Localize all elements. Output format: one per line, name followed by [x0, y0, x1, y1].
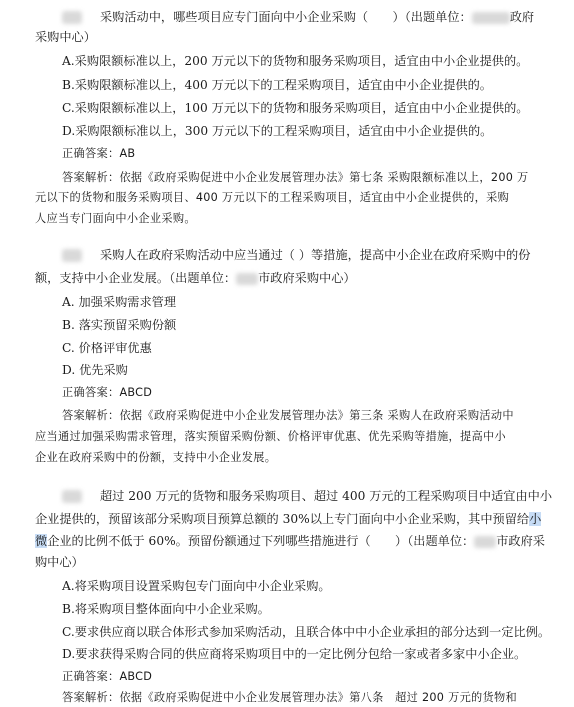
q3-question-line-4: 购中心）: [35, 555, 84, 569]
q3-explanation-1: 答案解析：依据《政府采购促进中小企业发展管理办法》第八条 超过 200 万元的货物和: [62, 691, 518, 704]
q2-option-b: B. 落实预留采购份额: [62, 318, 177, 332]
q1-option-d: D.采购限额标准以上，300 万元以下的工程采购项目，适宜由中小企业提供的。: [62, 124, 493, 138]
q3-answer: 正确答案：ABCD: [62, 670, 153, 683]
q2-answer: 正确答案：ABCD: [62, 386, 153, 399]
q3-option-c: C.要求供应商以联合体形式参加采购活动，且联合体中中小企业承担的部分达到一定比例。: [62, 625, 551, 639]
q2-explanation-2: 应当通过加强采购需求管理，落实预留采购份额、价格评审优惠、优先采购等措施，提高中小: [35, 430, 506, 443]
q3-question-line-3: 微企业的比例不低于 60%。预留份额通过下列哪些措施进行（ ）（出题单位： 市政府采: [35, 534, 545, 548]
selected-text[interactable]: 微: [35, 534, 48, 548]
q1-option-c: C.采购限额标准以上，100 万元以下的货物和服务采购项目，适宜由中小企业提供的。: [62, 101, 529, 115]
q3-option-d: D.要求获得采购合同的供应商将采购项目中的一定比例分包给一家或者多家中小企业。: [62, 647, 527, 661]
selected-text[interactable]: 小: [529, 512, 542, 526]
q1-explanation-2: 元以下的货物和服务采购项目、400 万元以下的工程采购项目，适宜由中小企业提供的，采购: [35, 191, 510, 204]
q2-explanation-1: 答案解析：依据《政府采购促进中小企业发展管理办法》第三条 采购人在政府采购活动中: [62, 409, 514, 422]
q1-option-b: B.采购限额标准以上，400 万元以下的工程采购项目，适宜由中小企业提供的。: [62, 78, 492, 92]
redacted-number: [62, 249, 82, 262]
q3-question-line-2: 企业提供的，预留该部分采购项目预算总额的 30%以上专门面向中小企业采购，其中预留给小: [35, 512, 542, 526]
q2-option-d: D. 优先采购: [62, 363, 128, 377]
redacted-number: [62, 11, 82, 24]
redacted-city: [474, 536, 496, 548]
redacted-city: [472, 12, 510, 24]
q3-option-b: B.将采购项目整体面向中小企业采购。: [62, 602, 270, 616]
q2-question-line-1: 采购人在政府采购活动中应当通过（ ）等措施，提高中小企业在政府采购中的份: [100, 248, 531, 262]
q1-question-line-1: 采购活动中，哪些项目应专门面向中小企业采购（ ）（出题单位： 政府: [100, 10, 535, 24]
q2-option-c: C. 价格评审优惠: [62, 341, 152, 355]
q3-option-a: A.将采购项目设置采购包专门面向中小企业采购。: [62, 579, 331, 593]
q2-option-a: A. 加强采购需求管理: [62, 295, 177, 309]
q1-option-a: A.采购限额标准以上，200 万元以下的货物和服务采购项目，适宜由中小企业提供的。: [62, 54, 529, 68]
q1-answer: 正确答案：AB: [62, 147, 136, 160]
redacted-city: [236, 273, 258, 285]
q1-explanation-3: 人应当专门面向中小企业采购。: [35, 212, 196, 225]
q3-question-line-1: 超过 200 万元的货物和服务采购项目、超过 400 万元的工程采购项目中适宜由中小: [100, 489, 553, 503]
q1-question-line-2: 采购中心）: [35, 30, 96, 44]
q2-question-line-2: 额，支持中小企业发展。（出题单位： 市政府采购中心）: [35, 271, 356, 285]
redacted-number: [62, 490, 82, 503]
q2-explanation-3: 企业在政府采购中的份额，支持中小企业发展。: [35, 451, 277, 464]
q1-explanation-1: 答案解析：依据《政府采购促进中小企业发展管理办法》第七条 采购限额标准以上，200 万: [62, 171, 529, 184]
